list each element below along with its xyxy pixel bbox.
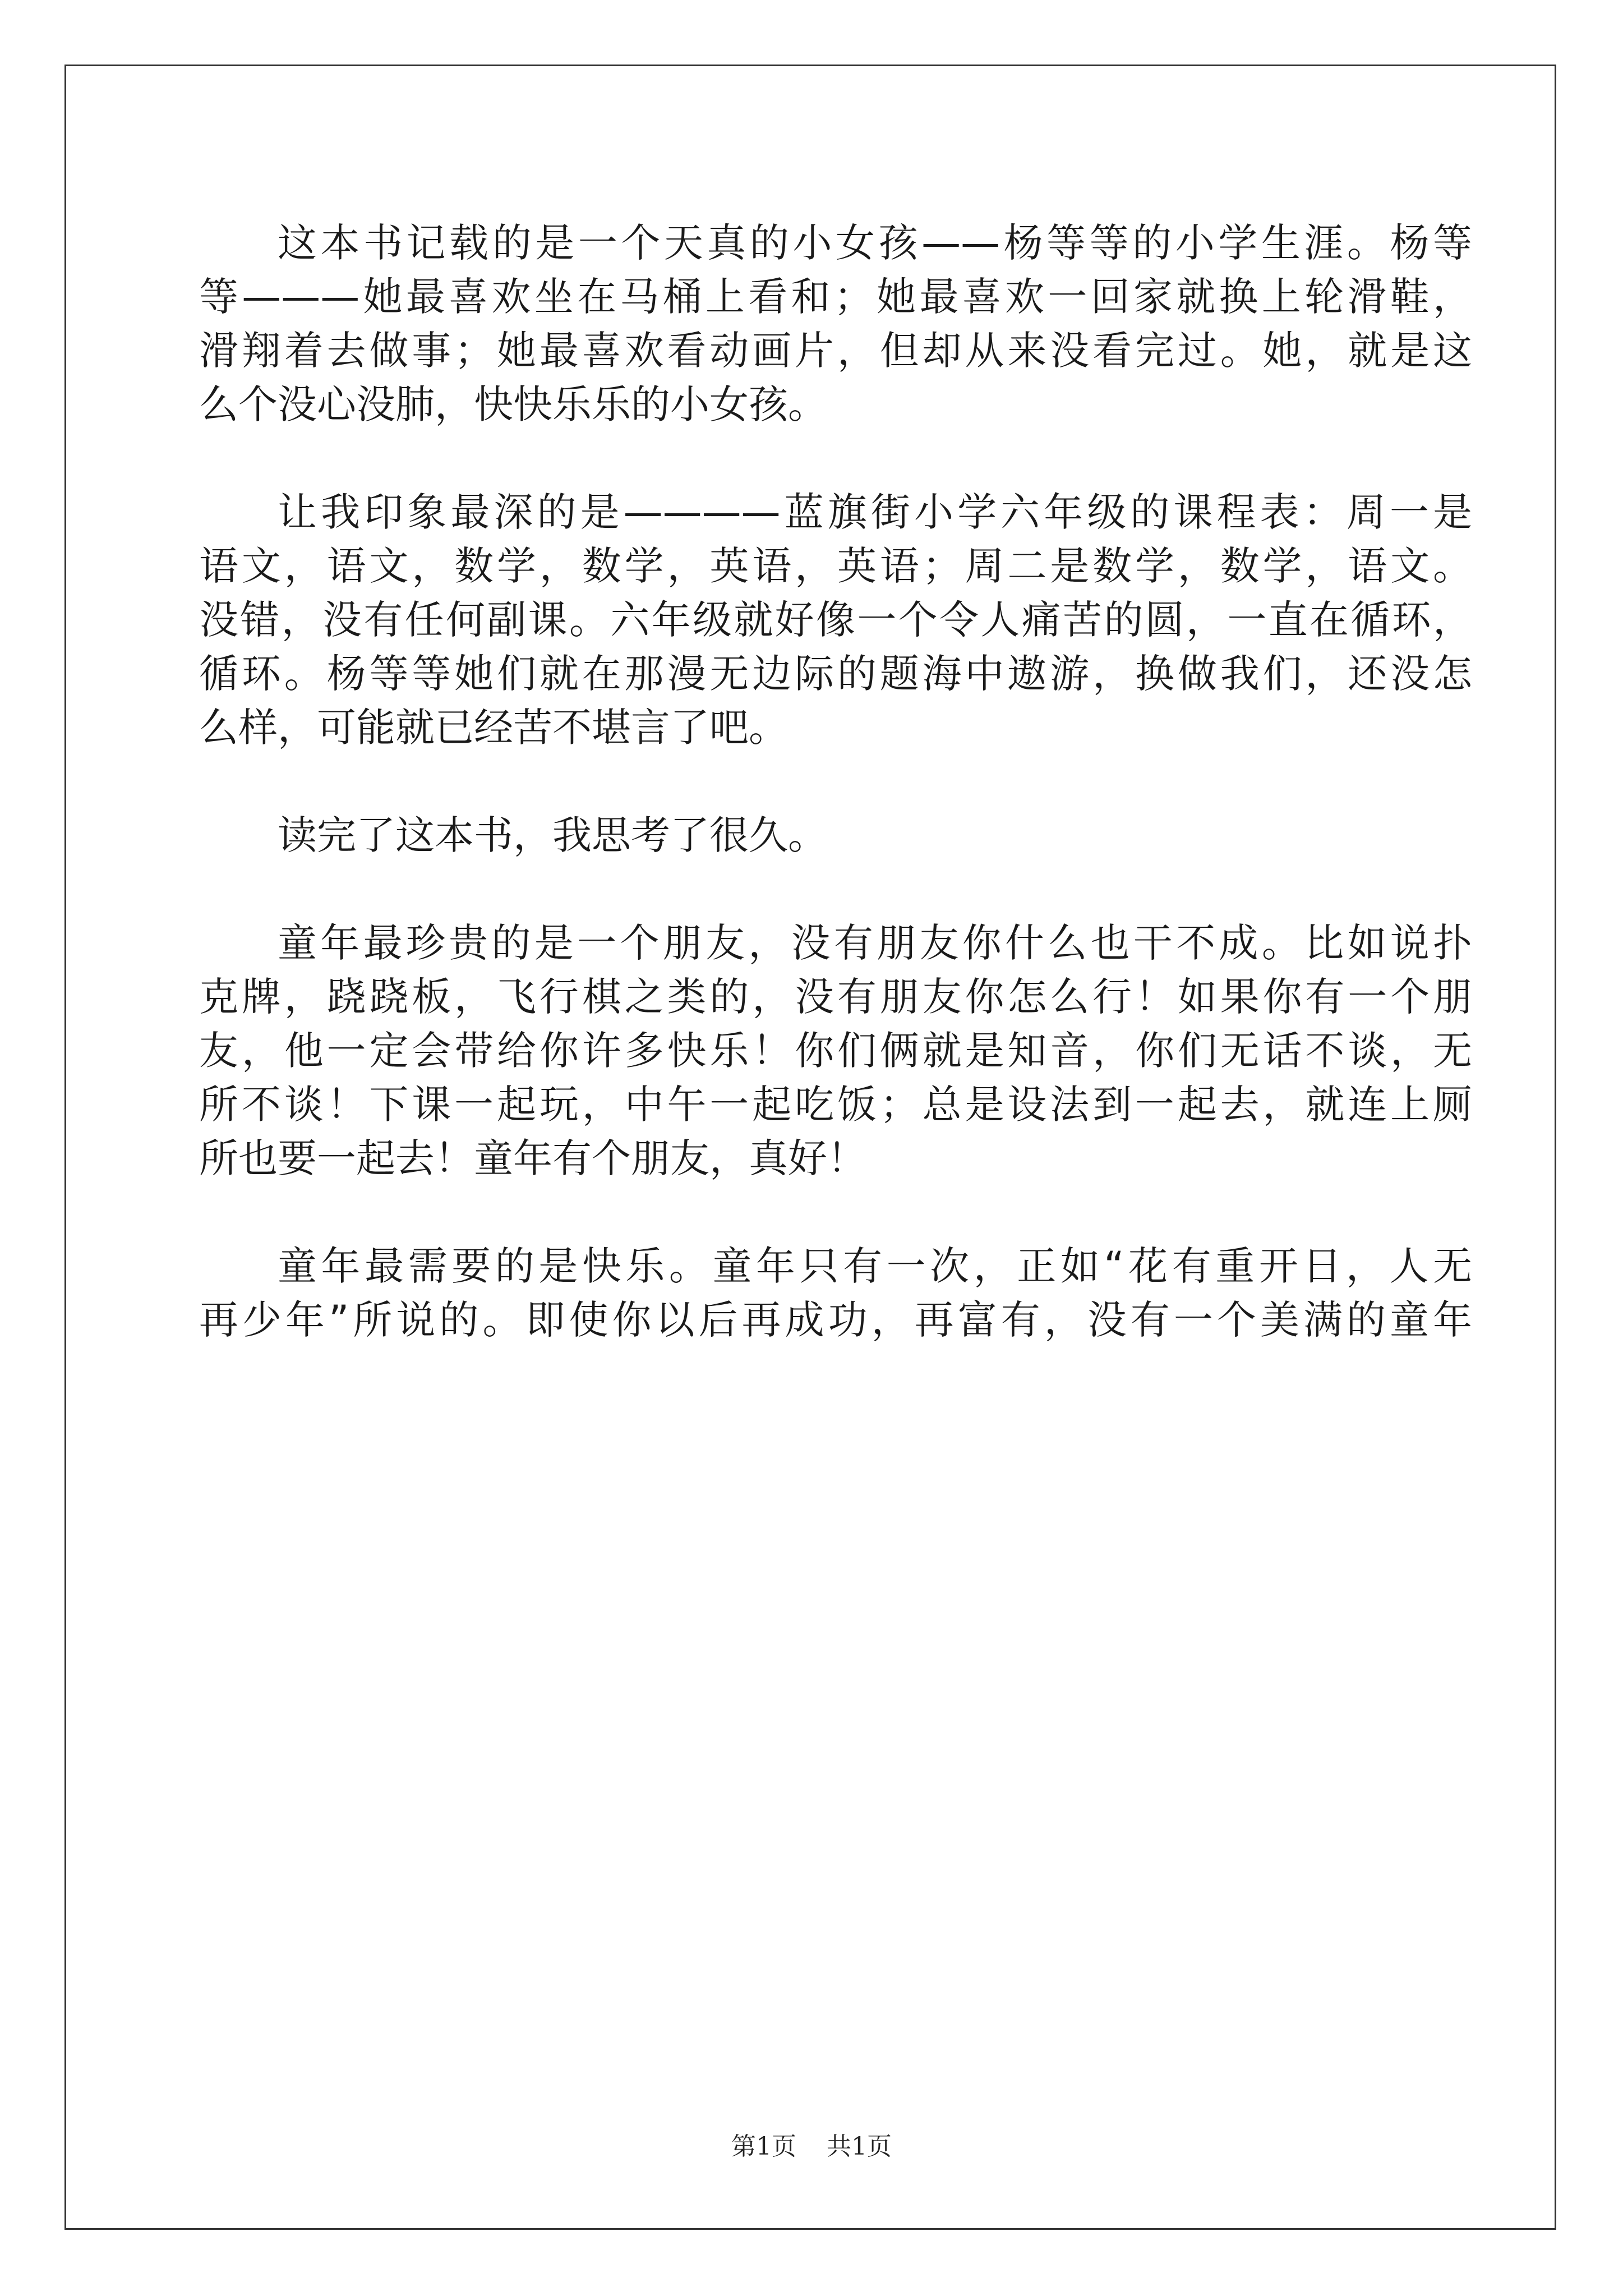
text-line: 滑翔着去做事；她最喜欢看动画片，但却从来没看完过。她，就是这 [199, 328, 1472, 374]
text-line: 语文，语文，数学，数学，英语，英语；周二是数学，数学，语文。 [199, 543, 1472, 589]
text-line: 友，他一定会带给你许多快乐！你们俩就是知音，你们无话不谈，无 [199, 1028, 1472, 1074]
text-line: 童年最珍贵的是一个朋友，没有朋友你什么也干不成。比如说扑 [278, 920, 1472, 966]
text-line: 么个没心没肺，快快乐乐的小女孩。 [199, 381, 827, 427]
paragraph-1 [199, 216, 1472, 431]
paragraph-3 [199, 808, 1472, 862]
text-line: 再少年”所说的。即使你以后再成功，再富有，没有一个美满的童年 [199, 1297, 1472, 1343]
text-line: 童年最需要的是快乐。童年只有一次，正如“花有重开日，人无 [278, 1243, 1472, 1289]
paragraph-2 [199, 485, 1472, 754]
page-number-current: 第1页 [731, 2132, 796, 2161]
text-line: 没错，没有任何副课。六年级就好像一个令人痛苦的圆，一直在循环， [199, 597, 1472, 643]
text-line: 等———她最喜欢坐在马桶上看和；她最喜欢一回家就换上轮滑鞋， [199, 274, 1472, 320]
document-body [199, 216, 1472, 1347]
text-line: 所也要一起去！童年有个朋友，真好！ [199, 1135, 866, 1181]
page-number-total: 共1页 [827, 2132, 892, 2161]
text-line: 克牌，跷跷板，飞行棋之类的，没有朋友你怎么行！如果你有一个朋 [199, 974, 1472, 1020]
text-line: 让我印象最深的是————蓝旗街小学六年级的课程表：周一是 [278, 489, 1472, 535]
text-line: 所不谈！下课一起玩，中午一起吃饭；总是设法到一起去，就连上厕 [199, 1082, 1472, 1128]
text-line: 这本书记载的是一个天真的小女孩——杨等等的小学生涯。杨等 [278, 220, 1472, 266]
page-footer [0, 2126, 1623, 2162]
text-line: 么样，可能就已经苦不堪言了吧。 [199, 705, 788, 751]
text-line: 循环。杨等等她们就在那漫无边际的题海中遨游，换做我们，还没怎 [199, 651, 1472, 697]
paragraph-5 [199, 1239, 1472, 1347]
text-line: 读完了这本书，我思考了很久。 [278, 812, 827, 858]
paragraph-4 [199, 916, 1472, 1185]
